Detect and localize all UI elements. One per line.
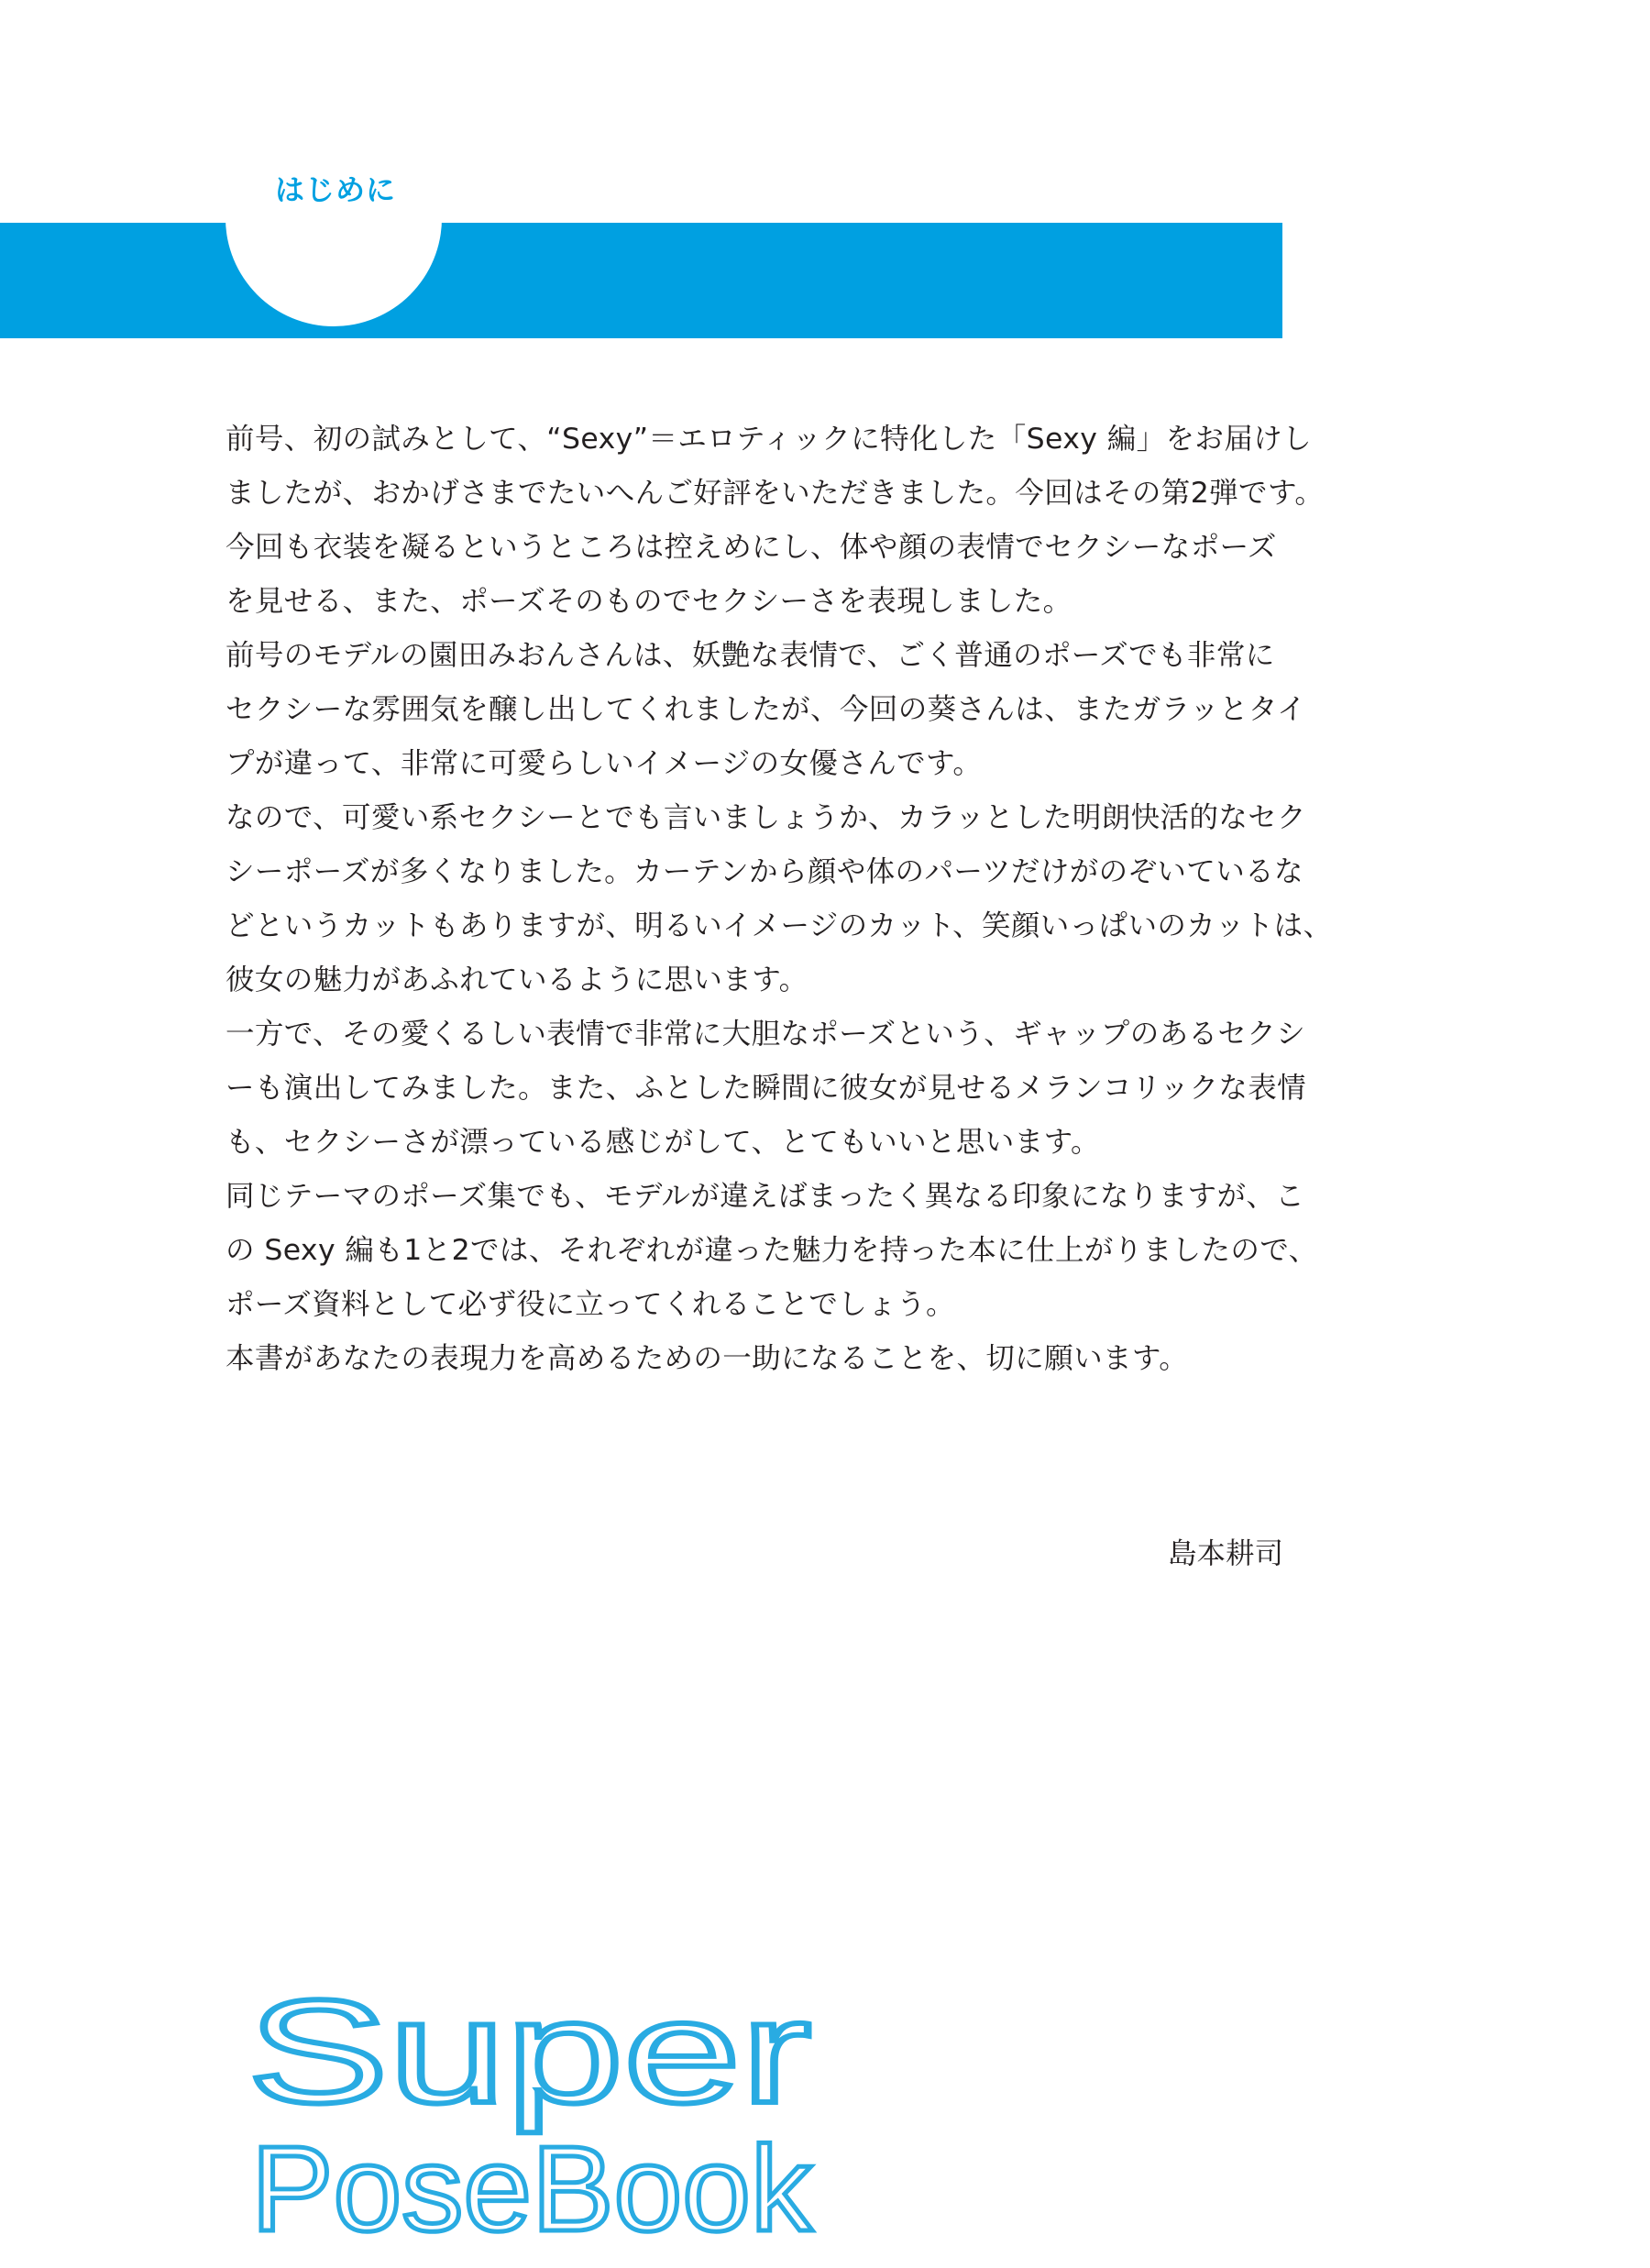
body-line: 本書があなたの表現力を高めるための一助になることを、切に願います。 xyxy=(226,1342,1189,1375)
body-line: 一方で、その愛くるしい表情で非常に大胆なポーズという、ギャップのあるセクシ xyxy=(226,1018,1306,1051)
body-line: なので、可愛い系セクシーとでも言いましょうか、カラッとした明朗快活的なセク xyxy=(226,801,1307,834)
body-line: の Sexy 編も1と2では、それぞれが違った魅力を持った本に仕上がりましたので、 xyxy=(226,1234,1318,1267)
body-line: 前号、初の試みとして、“Sexy”＝エロティックに特化した「Sexy 編」をお届けし xyxy=(226,423,1313,456)
header-circle xyxy=(226,110,442,326)
body-text xyxy=(226,413,1333,1386)
author-signature: 島本耕司 xyxy=(1167,1537,1283,1570)
body-line: シーポーズが多くなりました。カーテンから顔や体のパーツだけがのぞいているな xyxy=(226,855,1304,888)
super-posebook-logo xyxy=(248,1994,889,2237)
body-line: ポーズ資料として必ず役に立ってくれることでしょう。 xyxy=(226,1288,955,1321)
body-line: セクシーな雰囲気を醸し出してくれましたが、今回の葵さんは、またガラッとタイ xyxy=(226,693,1307,726)
body-line: プが違って、非常に可愛らしいイメージの女優さんです。 xyxy=(226,747,983,780)
body-line: 前号のモデルの園田みおんさんは、妖艶な表情で、ごく普通のポーズでも非常に xyxy=(226,639,1275,672)
header-band xyxy=(0,223,1282,338)
body-line: 今回も衣装を凝るというところは控えめにし、体や顔の表情でセクシーなポーズ xyxy=(226,531,1277,564)
logo-line-super: Super xyxy=(248,1994,811,2133)
logo-line-posebook: PoseBook xyxy=(251,2121,814,2237)
body-line: どというカットもありますが、明るいイメージのカット、笑顔いっぱいのカットは、 xyxy=(226,909,1333,942)
body-line: ーも演出してみました。また、ふとした瞬間に彼女が見せるメランコリックな表情 xyxy=(226,1072,1307,1105)
body-line: 彼女の魅力があふれているように思います。 xyxy=(226,963,808,996)
body-line: も、セクシーさが漂っている感じがして、とてもいいと思います。 xyxy=(226,1126,1100,1159)
page-title: はじめに xyxy=(275,172,397,207)
body-line: ましたが、おかげさまでたいへんご好評をいただきました。今回はその第2弾です。 xyxy=(226,477,1325,510)
body-line: を見せる、また、ポーズそのものでセクシーさを表現しました。 xyxy=(226,585,1072,618)
body-line: 同じテーマのポーズ集でも、モデルが違えばまったく異なる印象になりますが、こ xyxy=(226,1180,1305,1213)
